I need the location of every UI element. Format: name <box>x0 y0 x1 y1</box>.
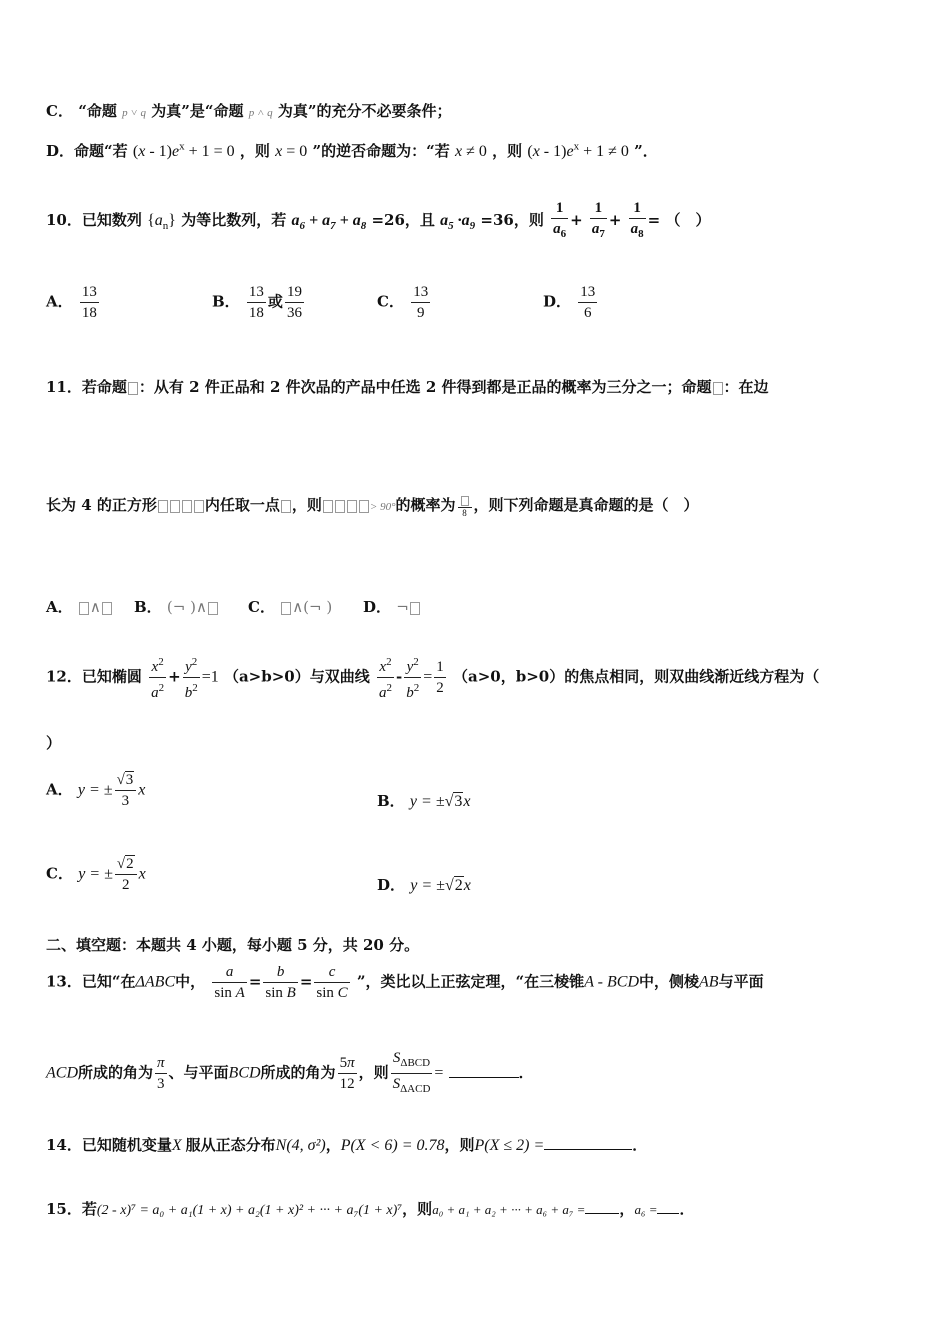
frac-a-sinA: $\frac{a}{\text{sin A}}$ <box>214 964 245 1001</box>
text: ：在边 <box>723 378 769 396</box>
text: 与平面 <box>718 972 764 991</box>
math-plane: ACD <box>46 1064 78 1082</box>
q11-option-c[interactable] <box>248 596 332 617</box>
q11-stem-line1 <box>46 376 769 397</box>
option-label: A． <box>46 780 73 799</box>
option-label: A． <box>46 292 73 311</box>
text: 中， <box>175 972 206 991</box>
option-label: D． <box>543 292 572 311</box>
frac-x2-a2: $\frac{x^2}{a^2}$ <box>377 652 394 703</box>
fraction <box>80 282 99 323</box>
option-label: A． <box>46 598 73 616</box>
q12-close <box>46 732 61 753</box>
denominator: 18 <box>248 305 264 321</box>
option-label: B． <box>134 598 162 616</box>
frac-area-ratio: $\frac{S_{\Delta BCD}}{S_{\Delta ACD}}$ <box>392 1050 431 1095</box>
answer-blank[interactable] <box>585 1199 619 1214</box>
placeholder-box <box>359 500 369 513</box>
text: 长为 4 的正方形 <box>46 496 157 514</box>
frac-x2-a2: $\frac{x^2}{a^2}$ <box>149 652 166 703</box>
expr: y = ± <box>78 865 113 883</box>
math-product: $a_5 \cdot a_9$ <box>440 212 476 233</box>
text: 中，侧棱 <box>639 972 700 991</box>
numerator: 13 <box>578 282 597 303</box>
text: D．命题“若 <box>46 142 128 160</box>
text: ． <box>679 1200 695 1218</box>
text: 二、填空题：本题共 4 小题，每小题 5 分，共 20 分。 <box>46 936 420 954</box>
q12-option-b[interactable]: B． y = ±√3x <box>377 792 471 810</box>
fraction-placeholder: 8 <box>458 495 472 518</box>
text: ：从有 2 件正品和 2 件次品的产品中任选 2 件得到都是正品的概率为三分之一；命题 <box>138 378 712 396</box>
q14-line: 14．已知随机变量X 服从正态分布N(4, σ²)，P(X < 6) = 0.78，则P(X ≤ 2) = ． <box>46 1136 648 1154</box>
text: ，则 <box>291 496 322 514</box>
math-neq-condition: $(x - 1)e^x + 1 \ne 0$ <box>527 140 629 160</box>
denominator: 9 <box>416 305 425 321</box>
math-a6: a₆ = <box>634 1202 658 1217</box>
text: 服从正态分布 <box>185 1136 276 1154</box>
fraction <box>578 282 597 323</box>
q11-option-b[interactable] <box>134 596 219 617</box>
expr: y = ± <box>77 781 113 799</box>
text: 为等比数列，若 <box>181 211 287 229</box>
answer-blank[interactable] <box>544 1135 632 1150</box>
text: ”，类比以上正弦定理，“在三棱锥 <box>356 972 585 991</box>
placeholder-box <box>335 500 345 513</box>
text: （a>0，b>0）的焦点相同，则双曲线渐近线方程为（ <box>452 667 820 686</box>
text: =26，且 <box>371 211 435 229</box>
text: ”的逆否命题为：“若 <box>312 142 450 160</box>
q10-stem: 10．已知数列 $\{a_n\}$ 为等比数列，若 $a_6 + a_7 + a_8 =26$，且 $a_5 \cdot a_9 =36$，则 $\frac{1}{a_6}$ + $\frac{1}{a_7}$ + $\frac{1}{a_8}$ = （ ） <box>46 198 710 244</box>
question-number: 10．已知数列 <box>46 211 142 229</box>
text: ，则 <box>358 1063 389 1082</box>
option-label: C． <box>46 102 73 120</box>
option-label: C． <box>377 292 404 311</box>
option-label: D． <box>377 876 406 894</box>
frac-1-a8: $\frac{1}{a_8}$ <box>630 200 644 240</box>
text: ， <box>619 1200 635 1218</box>
math-tetrahedron: A - BCD <box>584 973 639 991</box>
var: x <box>138 781 146 799</box>
d-option-line <box>46 140 658 161</box>
option-expr: ¬ <box>396 598 421 616</box>
option-label: B． <box>212 292 240 311</box>
math-sum: a₀ + a₁ + a₂ + ··· + a₆ + a₇ = <box>432 1202 586 1217</box>
question-number: 12．已知椭圆 <box>46 667 142 686</box>
q12-stem: 12．已知椭圆 $\frac{x^2}{a^2}$ + $\frac{y^2}{b^2}$ =1 （a>b>0）与双曲线 $\frac{x^2}{a^2}$ - $\frac{y^2}{b^2}$ = $\frac{1}{2}$ （a>0，b>0）的焦点相同，则双曲线渐近线方程为（ <box>46 652 819 703</box>
fraction <box>285 282 304 323</box>
text: = <box>434 1064 444 1082</box>
frac-y2-b2: $\frac{y^2}{b^2}$ <box>404 652 421 703</box>
numerator: 13 <box>247 282 266 303</box>
numerator: 13 <box>80 282 99 303</box>
expr: y = ± <box>409 793 445 810</box>
text: 或 <box>267 292 283 311</box>
numerator: 13 <box>411 282 430 303</box>
question-number: 11．若命题 <box>46 378 127 396</box>
frac-b-sinB: $\frac{b}{\text{sin B}}$ <box>265 964 296 1001</box>
frac-1-a7: $\frac{1}{a_7}$ <box>591 200 605 240</box>
question-number: 13．已知“在 <box>46 972 136 991</box>
text: 、与平面 <box>168 1063 229 1082</box>
q13-line2 <box>46 1048 534 1099</box>
math-var: X <box>171 1137 182 1154</box>
math-x-eq-0: x = 0 <box>275 143 308 160</box>
q10-option-a[interactable] <box>46 282 101 323</box>
text: ） <box>46 734 62 752</box>
text: （ ） <box>665 211 711 229</box>
q11-option-a[interactable] <box>46 596 113 617</box>
denominator: 6 <box>584 305 592 321</box>
fraction <box>411 282 430 323</box>
q11-option-d[interactable] <box>363 596 421 617</box>
math-p-and-q: p ˄ q <box>248 107 273 119</box>
question-number: 14．已知随机变量 <box>46 1136 172 1154</box>
text: 所成的角为 <box>260 1063 336 1082</box>
math-plane: BCD <box>228 1064 261 1082</box>
text: 内任取一点 <box>204 496 280 514</box>
text: 的概率为 <box>395 496 456 514</box>
question-number: 15．若 <box>46 1200 97 1218</box>
text: ，则 <box>402 1200 433 1218</box>
frac-y2-b2: $\frac{y^2}{b^2}$ <box>183 652 200 703</box>
denominator: 18 <box>81 305 97 321</box>
q11-stem-line2 <box>46 494 699 518</box>
frac-c-sinC: $\frac{c}{\text{sin C}}$ <box>316 964 348 1001</box>
math-triangle: ΔABC <box>135 973 176 991</box>
option-expr: (¬ )∧ <box>167 598 219 616</box>
c-option-line <box>46 100 452 121</box>
math-edge: AB <box>699 973 719 991</box>
option-label: C． <box>248 598 275 616</box>
math-x-neq-0: x ≠ 0 <box>454 143 487 160</box>
q10-option-b[interactable] <box>212 282 306 323</box>
denominator: 36 <box>286 305 302 321</box>
math-dist: N(4, σ²) <box>275 1137 326 1154</box>
math-expansion: (2 - x)⁷ = a₀ + a₁(1 + x) + a₂(1 + x)² + ··· + a₇(1 + x)⁷ <box>96 1203 403 1218</box>
frac-1-a6: $\frac{1}{a_6}$ <box>553 200 567 240</box>
q15-line <box>46 1198 695 1219</box>
placeholder-box <box>194 500 204 513</box>
placeholder-box <box>713 382 723 395</box>
text: ”． <box>634 142 658 160</box>
var: x <box>463 793 471 810</box>
placeholder-box <box>128 382 138 395</box>
text: ，则 <box>239 142 270 160</box>
text: 为真”的充分不必要条件； <box>277 102 452 120</box>
text: ． <box>632 1136 648 1154</box>
fraction: $\frac{√2}{2}$ <box>115 854 137 895</box>
answer-blank[interactable] <box>449 1063 519 1078</box>
text: （a>b>0）与双曲线 <box>223 667 370 686</box>
fraction <box>247 282 266 323</box>
option-label: B． <box>377 792 405 810</box>
text: ，则 <box>444 1136 475 1154</box>
math-sequence: $\{a_n\}$ <box>147 212 176 233</box>
placeholder-box <box>323 500 333 513</box>
option-label: D． <box>363 598 392 616</box>
option-label: C． <box>46 864 73 883</box>
text: ，则 <box>492 142 523 160</box>
frac-5pi-12: $\frac{5\pi}{12}$ <box>339 1055 355 1092</box>
text: 为真”是“命题 <box>151 102 244 120</box>
option-expr: ∧(¬ ) <box>280 598 332 616</box>
text: =36，则 <box>480 211 544 229</box>
section-title <box>46 934 419 955</box>
placeholder-box <box>182 500 192 513</box>
text: ，则下列命题是真命题的是（ ） <box>473 496 699 514</box>
angle-text: > 90° <box>369 501 396 513</box>
placeholder-box <box>347 500 357 513</box>
math-prob: P(X ≤ 2) = <box>474 1137 545 1154</box>
placeholder-box <box>158 500 168 513</box>
expr: y = ± <box>410 877 445 894</box>
q13-line1: 13．已知“在ΔABC中， $\frac{a}{\text{sin A}}$ = $\frac{b}{\text{sin B}}$ = $\frac{c}{\text{sin C}}$ ”，类比以上正弦定理，“在三棱锥A - BCD中，侧棱AB与平面 <box>46 964 764 1001</box>
var: x <box>138 865 146 883</box>
text: ． <box>518 1063 534 1082</box>
q12-option-d[interactable]: D． y = ±√2x <box>377 876 471 894</box>
q12-option-a[interactable] <box>46 770 145 811</box>
q10-option-d[interactable] <box>543 282 599 323</box>
fraction: $\frac{√3}{3}$ <box>115 770 137 811</box>
frac-pi-3: $\frac{\pi}{3}$ <box>157 1055 165 1092</box>
frac-1-2: $\frac{1}{2}$ <box>436 659 444 696</box>
placeholder-box <box>170 500 180 513</box>
var: x <box>463 877 471 894</box>
math-prob: P(X < 6) = 0.78 <box>340 1137 445 1154</box>
answer-blank[interactable] <box>657 1199 679 1214</box>
math-sum: $a_6 + a_7 + a_8$ <box>291 212 367 233</box>
numerator: 19 <box>285 282 304 303</box>
option-expr: ∧ <box>78 598 113 616</box>
text: “命题 <box>78 102 117 120</box>
text: 所成的角为 <box>78 1063 154 1082</box>
q12-option-c[interactable] <box>46 854 146 895</box>
placeholder-box <box>281 500 291 513</box>
q10-option-c[interactable] <box>377 282 432 323</box>
math-p-or-q: p ˅ q <box>122 107 146 119</box>
math-condition: $(x - 1)e^x + 1 = 0$ <box>132 140 235 160</box>
